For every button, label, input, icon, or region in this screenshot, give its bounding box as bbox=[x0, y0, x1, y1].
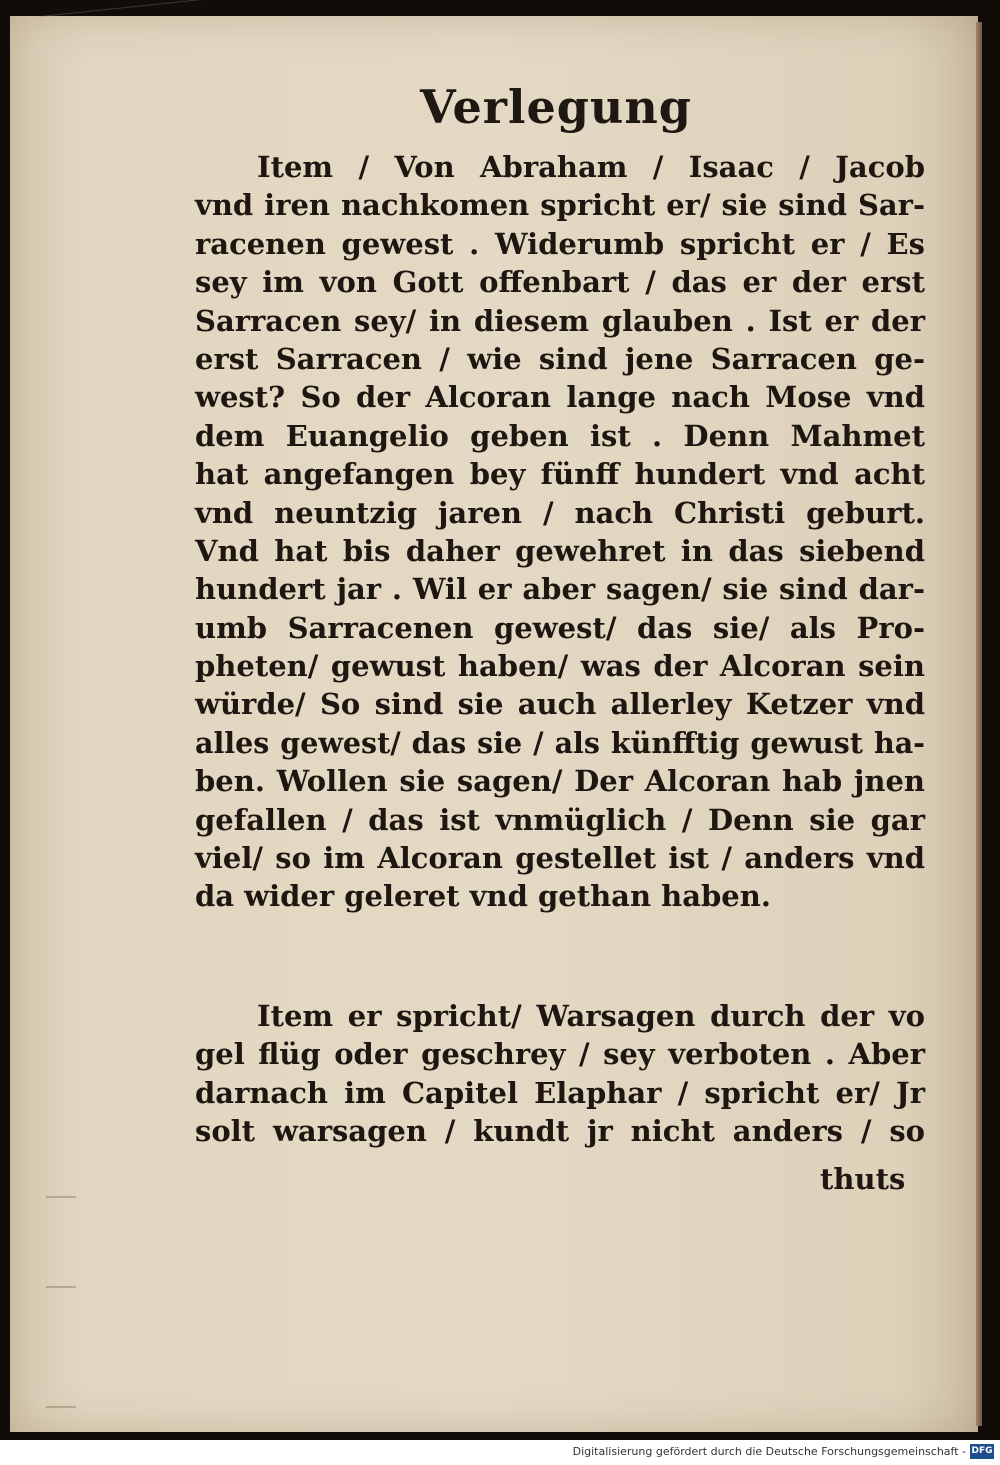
footer-bar bbox=[0, 1440, 1000, 1465]
text-line: alles gewest/ das sie / als künfftig gewust ha- bbox=[195, 725, 925, 760]
text-line: racenen gewest . Widerumb spricht er / Es bbox=[195, 226, 925, 261]
text-line: Item / Von Abraham / Isaac / Jacob bbox=[257, 150, 925, 184]
text-line: Vnd hat bis daher gewehret in das siebend bbox=[195, 533, 925, 568]
text-line: hundert jar . Wil er aber sagen/ sie sind dar- bbox=[195, 572, 925, 607]
text-line: darnach im Capitel Elaphar / spricht er/ Jr bbox=[195, 1075, 925, 1110]
paragraph-2 bbox=[195, 997, 925, 1151]
text-line: ben. Wollen sie sagen/ Der Alcoran hab jnen bbox=[195, 764, 925, 799]
text-line: vnd neuntzig jaren / nach Christi geburt. bbox=[195, 495, 925, 530]
text-line: pheten/ gewust haben/ was der Alcoran sein bbox=[195, 649, 925, 684]
text-line: viel/ so im Alcoran gestellet ist / anders vnd bbox=[195, 841, 925, 876]
text-line: Item er spricht/ Warsagen durch der vo bbox=[257, 999, 925, 1033]
catchword: thuts bbox=[820, 1162, 906, 1196]
text-line: sey im von Gott offenbart / das er der erst bbox=[195, 265, 925, 300]
text-line: west? So der Alcoran lange nach Mose vnd bbox=[195, 380, 925, 415]
paragraph-1 bbox=[195, 148, 925, 916]
page-fold-line bbox=[40, 0, 464, 77]
text-line: solt warsagen / kundt jr nicht anders / so bbox=[195, 1114, 925, 1149]
text-line: gefallen / das ist vnmüglich / Denn sie gar bbox=[195, 802, 925, 837]
text-line: dem Euangelio geben ist . Denn Mahmet bbox=[195, 418, 925, 453]
text-line: da wider geleret vnd gethan haben. bbox=[195, 879, 771, 914]
text-line: Sarracen sey/ in diesem glauben . Ist er der bbox=[195, 303, 925, 338]
text-line: vnd iren nachkomen spricht er/ sie sind Sar- bbox=[195, 188, 925, 223]
margin-mark bbox=[46, 1286, 76, 1288]
text-line: umb Sarracenen gewest/ das sie/ als Pro- bbox=[195, 610, 925, 645]
dfg-logo-icon: DFG bbox=[970, 1444, 994, 1459]
page-heading: Verlegung bbox=[420, 80, 692, 134]
margin-mark bbox=[46, 1196, 76, 1198]
page-edge bbox=[976, 22, 982, 1426]
text-line: erst Sarracen / wie sind jene Sarracen ge- bbox=[195, 341, 925, 376]
margin-mark bbox=[46, 1406, 76, 1408]
text-line: hat angefangen bey fünff hundert vnd acht bbox=[195, 457, 925, 492]
text-line: gel flüg oder geschrey / sey verboten . Aber bbox=[195, 1037, 925, 1072]
dfg-credit-text: Digitalisierung gefördert durch die Deutsche Forschungsgemeinschaft - bbox=[572, 1445, 966, 1458]
text-line: würde/ So sind sie auch allerley Ketzer vnd bbox=[195, 687, 925, 722]
